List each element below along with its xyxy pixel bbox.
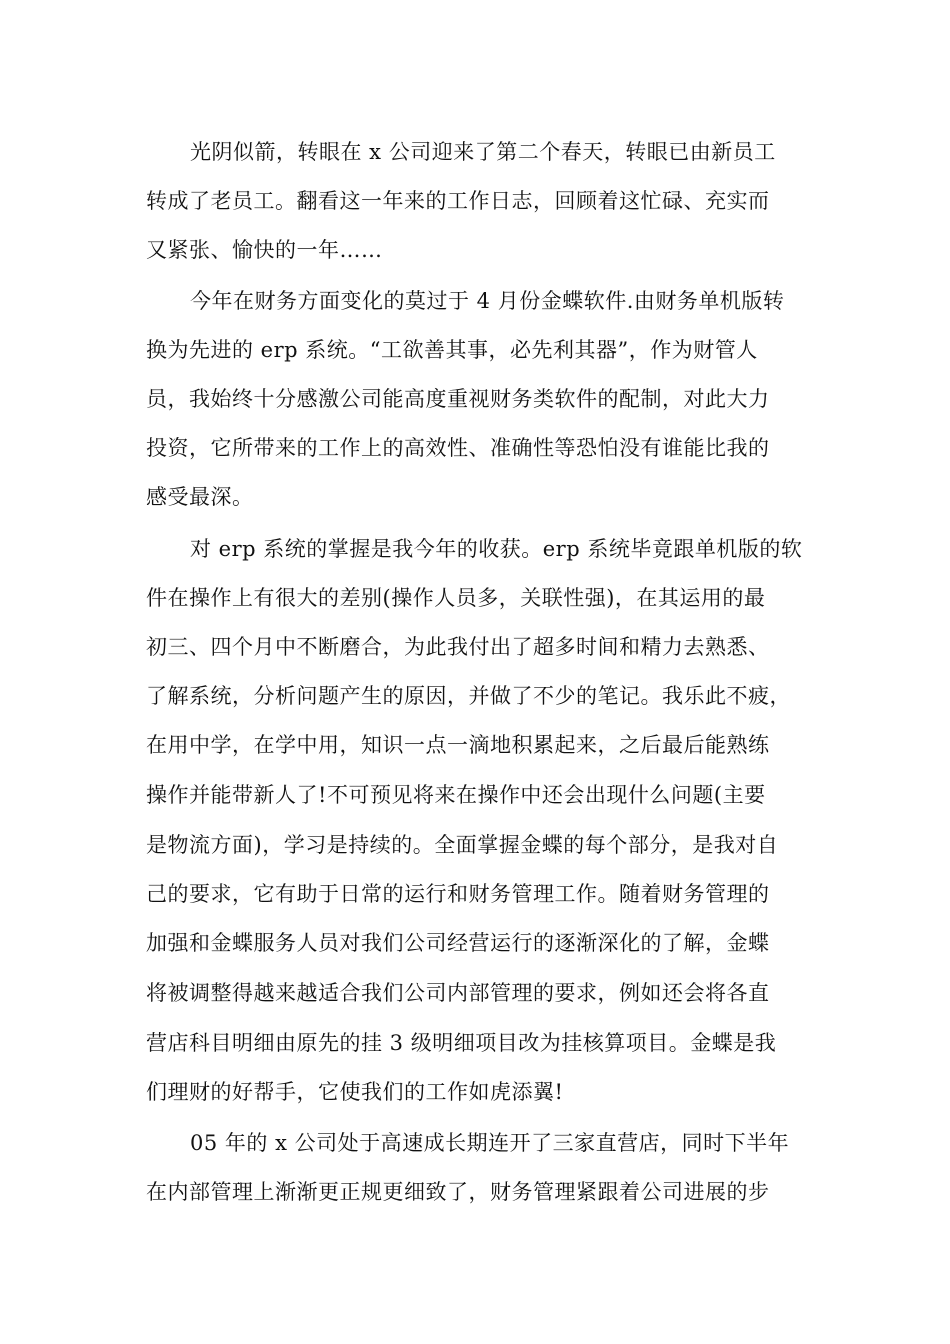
paragraph-1-line-1: 光阴似箭，转眼在 x 公司迎来了第二个春天，转眼已由新员工: [190, 140, 776, 164]
paragraph-2-line-5: 感受最深。: [146, 485, 254, 509]
paragraph-4-line-2: 在内部管理上渐渐更正规更细致了，财务管理紧跟着公司进展的步: [146, 1180, 770, 1204]
paragraph-2-line-1: 今年在财务方面变化的莫过于 4 月份金蝶软件.由财务单机版转: [190, 289, 785, 313]
paragraph-2-line-2: 换为先进的 erp 系统。“工欲善其事，必先利其器”，作为财管人: [146, 338, 758, 362]
paragraph-3-line-6: 操作并能带新人了!不可预见将来在操作中还会出现什么问题(主要: [146, 783, 766, 807]
paragraph-1-line-2: 转成了老员工。翻看这一年来的工作日志，回顾着这忙碌、充实而: [146, 189, 770, 213]
paragraph-3-line-11: 营店科目明细由原先的挂 3 级明细项目改为挂核算项目。金蝶是我: [146, 1031, 777, 1055]
paragraph-3-line-12: 们理财的好帮手，它使我们的工作如虎添翼!: [146, 1080, 564, 1104]
paragraph-3-line-1: 对 erp 系统的掌握是我今年的收获。erp 系统毕竟跟单机版的软: [190, 537, 803, 561]
paragraph-3-line-10: 将被调整得越来越适合我们公司内部管理的要求，例如还会将各直: [146, 981, 770, 1005]
paragraph-2-line-3: 员，我始终十分感激公司能高度重视财务类软件的配制，对此大力: [146, 387, 770, 411]
paragraph-3-line-4: 了解系统，分析问题产生的原因，并做了不少的笔记。我乐此不疲，: [146, 684, 791, 708]
paragraph-3-line-2: 件在操作上有很大的差别(操作人员多，关联性强)，在其运用的最: [146, 586, 766, 610]
paragraph-3-line-8: 己的要求，它有助于日常的运行和财务管理工作。随着财务管理的: [146, 882, 770, 906]
paragraph-4-line-1: 05 年的 x 公司处于高速成长期连开了三家直营店，同时下半年: [190, 1131, 790, 1155]
paragraph-3-line-5: 在用中学，在学中用，知识一点一滴地积累起来，之后最后能熟练: [146, 733, 770, 757]
paragraph-3-line-7: 是物流方面)，学习是持续的。全面掌握金蝶的每个部分，是我对自: [146, 833, 779, 857]
paragraph-3-line-9: 加强和金蝶服务人员对我们公司经营运行的逐渐深化的了解，金蝶: [146, 931, 770, 955]
paragraph-1-line-3: 又紧张、愉快的一年……: [146, 238, 383, 262]
paragraph-2-line-4: 投资，它所带来的工作上的高效性、准确性等恐怕没有谁能比我的: [146, 436, 770, 460]
paragraph-3-line-3: 初三、四个月中不断磨合，为此我付出了超多时间和精力去熟悉、: [146, 635, 770, 659]
